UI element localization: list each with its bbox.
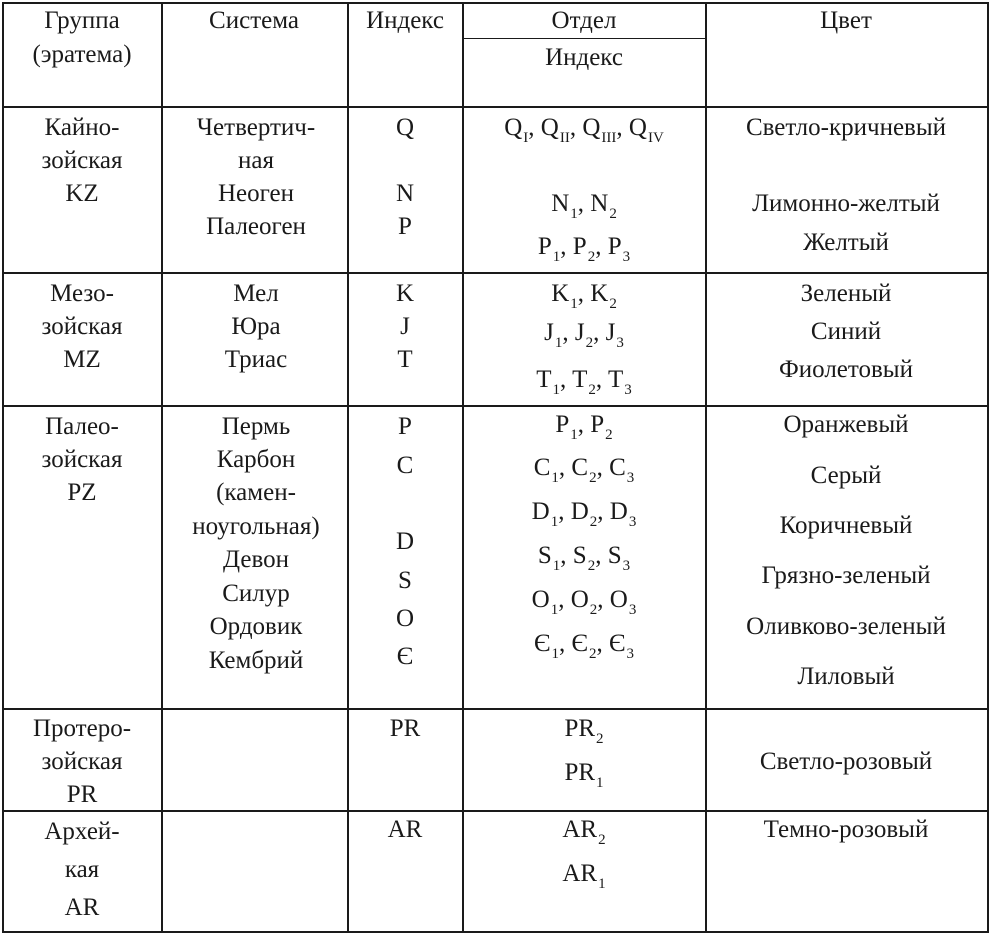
group-index: PZ — [67, 479, 97, 506]
rule — [161, 2, 163, 933]
system-name: ная — [238, 147, 274, 174]
division-index: J — [574, 319, 585, 346]
rule — [2, 2, 989, 4]
header-group: Группа — [44, 7, 120, 34]
division-indices: $T_1$, $T_2$, $T_3$ — [536, 366, 632, 398]
division-subscript: 1 — [551, 470, 559, 486]
group-name: Кайно- — [44, 114, 120, 141]
division-subscript: 2 — [587, 558, 596, 574]
division-indices: $O_1$, $O_2$, $O_3$ — [531, 586, 637, 618]
division-index: Q — [504, 114, 523, 141]
division-index: T — [572, 366, 588, 393]
system-name: Ордовик — [209, 613, 303, 640]
division-index: PR — [564, 759, 596, 786]
division-index: C — [533, 454, 551, 481]
division-index: Є — [533, 630, 551, 657]
division-index: N — [590, 190, 609, 217]
division-subscript: 1 — [552, 382, 561, 398]
group-name: зойская — [41, 147, 123, 174]
color-name: Темно-розовый — [763, 816, 929, 843]
system-name: Девон — [223, 546, 289, 573]
division-index: D — [531, 498, 550, 525]
division-subscript: 1 — [570, 427, 578, 443]
system-index: Є — [396, 643, 414, 670]
division-indices: $N_1$, $N_2$ — [551, 190, 617, 222]
division-index: D — [570, 498, 589, 525]
system-index: PR — [389, 715, 421, 742]
system-index: AR — [387, 816, 423, 843]
division-subscript: IV — [647, 130, 664, 146]
color-name: Синий — [810, 318, 882, 345]
division-index: P — [537, 233, 552, 260]
division-subscript: III — [601, 130, 617, 146]
division-index: AR — [562, 816, 598, 843]
division-subscript: 2 — [605, 427, 613, 443]
rule — [2, 708, 989, 710]
division-indices — [564, 715, 604, 747]
division-subscript: 2 — [589, 470, 597, 486]
system-name: Кембрий — [208, 647, 304, 674]
group-name: Мезо- — [50, 280, 114, 307]
division-index: O — [531, 586, 550, 613]
system-name: Триас — [224, 346, 288, 373]
division-indices: $J_1$, $J_2$, $J_3$ — [544, 319, 624, 351]
division-index: Є — [571, 630, 589, 657]
division-index: J — [605, 319, 616, 346]
system-index: O — [395, 605, 415, 632]
system-index: J — [400, 313, 410, 340]
group-name: кая — [64, 856, 100, 883]
rule — [347, 2, 349, 933]
division-subscript: 3 — [628, 602, 637, 618]
rule — [2, 405, 989, 407]
system-index: T — [397, 346, 413, 373]
division-subscript: 1 — [551, 646, 559, 662]
division-index: C — [609, 454, 626, 481]
color-name: Грязно-зеленый — [761, 562, 931, 589]
division-subscript: 3 — [622, 558, 631, 574]
group-index: KZ — [65, 180, 99, 207]
rule — [463, 38, 706, 39]
system-index: Q — [395, 114, 415, 141]
division-indices: $S_1$, $S_2$, $S_3$ — [537, 542, 631, 574]
color-name: Лиловый — [797, 663, 895, 690]
division-index: Q — [628, 114, 647, 141]
system-name: Мел — [233, 280, 279, 307]
color-name: Лимонно-желтый — [752, 190, 940, 217]
rule — [705, 2, 707, 933]
header-color: Цвет — [820, 7, 872, 34]
color-name: Оливково-зеленый — [746, 613, 946, 640]
color-name: Желтый — [803, 229, 889, 256]
division-index: O — [570, 586, 589, 613]
group-index: AR — [64, 894, 100, 921]
division-index: K — [590, 280, 609, 307]
system-index: D — [395, 528, 415, 555]
division-index: AR — [562, 860, 598, 887]
division-indices: $K_1$, $K_2$ — [551, 280, 617, 312]
division-indices: $P_1$, $P_2$ — [555, 411, 613, 443]
division-indices: $D_1$, $D_2$, $D_3$ — [531, 498, 637, 530]
division-indices: $Є_1$, $Є_2$, $Є_3$ — [533, 630, 635, 662]
system-index: C — [396, 452, 414, 479]
division-subscript: 1 — [570, 296, 578, 312]
division-indices — [564, 759, 604, 791]
division-subscript: 3 — [626, 646, 635, 662]
header-division: Отдел — [551, 7, 617, 34]
division-indices: $P_1$, $P_2$, $P_3$ — [537, 233, 631, 265]
division-subscript: 1 — [596, 775, 604, 791]
division-subscript: 3 — [628, 514, 637, 530]
system-name: Силур — [222, 580, 290, 607]
group-name: зойская — [41, 446, 123, 473]
division-subscript: 2 — [585, 335, 594, 351]
division-index: P — [572, 233, 587, 260]
division-index: K — [551, 280, 570, 307]
division-subscript: 3 — [622, 249, 631, 265]
rule — [2, 272, 989, 274]
division-subscript: 2 — [589, 646, 597, 662]
division-subscript: 3 — [616, 335, 624, 351]
color-name: Оранжевый — [783, 411, 909, 438]
division-subscript: 1 — [550, 514, 559, 530]
division-subscript: 1 — [552, 558, 561, 574]
division-index: S — [572, 542, 587, 569]
system-name: ноугольная) — [192, 513, 320, 540]
division-subscript: 2 — [598, 832, 606, 848]
system-name: Неоген — [217, 180, 295, 207]
division-indices — [562, 860, 606, 892]
group-name: зойская — [41, 313, 123, 340]
system-name: Палеоген — [206, 213, 306, 240]
division-index: J — [544, 319, 554, 346]
header-group-sub: (эратема) — [32, 41, 132, 68]
division-index: N — [551, 190, 570, 217]
division-index: O — [609, 586, 628, 613]
group-name: Протеро- — [32, 715, 132, 742]
division-subscript: 1 — [570, 206, 578, 222]
division-index: C — [571, 454, 589, 481]
division-indices — [562, 816, 606, 848]
division-subscript: 2 — [609, 206, 617, 222]
system-name: Юра — [231, 313, 281, 340]
rule — [2, 810, 989, 812]
division-subscript: 2 — [587, 249, 596, 265]
color-name: Коричневый — [779, 512, 913, 539]
system-name: Пермь — [221, 413, 291, 440]
rule — [2, 106, 989, 108]
rule — [462, 2, 464, 933]
system-name: Четвертич- — [196, 114, 316, 141]
division-subscript: 2 — [589, 602, 598, 618]
group-name: зойская — [41, 748, 123, 775]
division-subscript: 1 — [550, 602, 559, 618]
rule — [987, 2, 989, 933]
division-subscript: 3 — [624, 382, 632, 398]
header-index: Индекс — [366, 7, 444, 34]
division-index: Є — [609, 630, 626, 657]
system-name: (камен- — [216, 479, 296, 506]
color-name: Серый — [810, 462, 882, 489]
system-index: N — [395, 180, 415, 207]
division-subscript: 3 — [626, 470, 635, 486]
division-index: P — [555, 411, 570, 438]
system-name: Карбон — [216, 446, 296, 473]
system-index: S — [398, 567, 412, 594]
division-index: S — [607, 542, 622, 569]
group-index: PR — [66, 781, 98, 808]
header-system: Система — [209, 7, 299, 34]
division-subscript: 2 — [596, 731, 604, 747]
group-name: Архей- — [44, 818, 120, 845]
division-subscript: I — [523, 130, 529, 146]
division-subscript: 2 — [609, 296, 617, 312]
division-index: P — [607, 233, 622, 260]
division-subscript: 1 — [598, 876, 606, 892]
division-index: Q — [582, 114, 601, 141]
color-name: Светло-кричневый — [745, 114, 947, 141]
division-subscript: 2 — [588, 382, 596, 398]
division-index: PR — [564, 715, 596, 742]
rule — [2, 931, 989, 933]
system-index: K — [395, 280, 415, 307]
color-name: Зеленый — [800, 280, 892, 307]
color-name: Фиолетовый — [779, 356, 913, 383]
system-index: P — [398, 413, 412, 440]
division-index: S — [537, 542, 552, 569]
division-subscript: 1 — [552, 249, 561, 265]
color-name: Светло-розовый — [759, 748, 933, 775]
division-index: T — [607, 366, 624, 393]
system-index: P — [398, 213, 412, 240]
division-indices: $C_1$, $C_2$, $C_3$ — [533, 454, 635, 486]
rule — [2, 2, 4, 933]
group-index: MZ — [63, 346, 101, 373]
division-index: Q — [540, 114, 559, 141]
division-indices: $Q_I$, $Q_{II}$, $Q_{III}$, $Q_{IV}$ — [504, 114, 664, 146]
division-subscript: II — [559, 130, 570, 146]
division-index: T — [536, 366, 552, 393]
division-subscript: 1 — [554, 335, 563, 351]
division-subscript: 2 — [589, 514, 598, 530]
group-name: Палео- — [45, 413, 119, 440]
division-index: D — [609, 498, 628, 525]
division-index: P — [590, 411, 605, 438]
header-division-index: Индекс — [545, 44, 623, 71]
